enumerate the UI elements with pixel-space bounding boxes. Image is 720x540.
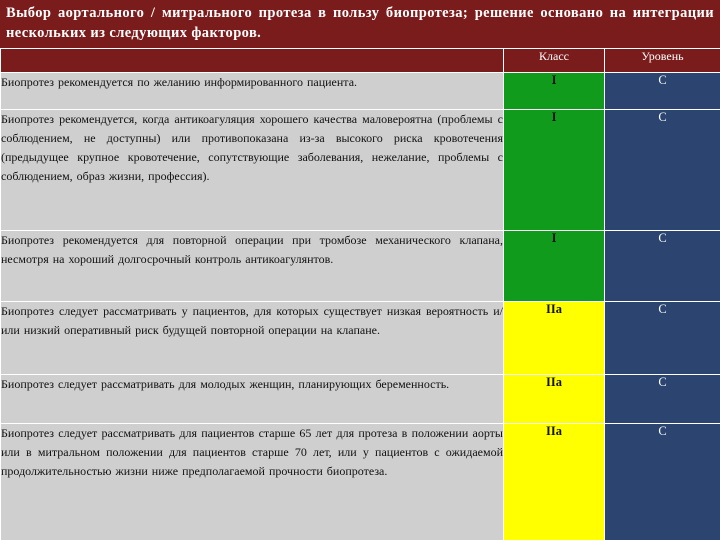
header-class: Класс [504,49,605,73]
table-row [1,110,720,231]
table-row [1,424,720,540]
class-cell: IIa [504,302,605,375]
header-blank-cell [1,49,504,73]
level-cell: C [605,73,720,110]
level-cell: C [605,424,720,540]
recommendation-text: Биопротез следует рассматривать у пациентов, для которых существует низкая вероятность и/или низкий оперативный риск будущей повторной операции на клапане. [1,302,504,375]
level-cell: C [605,375,720,424]
header-level: Уровень [605,49,720,73]
class-cell: I [504,231,605,302]
recommendations-table [0,48,720,540]
table-row [1,302,720,375]
table-row [1,231,720,302]
class-cell: IIa [504,424,605,540]
recommendation-text: Биопротез следует рассматривать для молодых женщин, планирующих беременность. [1,375,504,424]
level-cell: C [605,231,720,302]
table-row [1,375,720,424]
level-cell: C [605,302,720,375]
class-cell: IIa [504,375,605,424]
table-header-row [1,49,720,73]
page-title: Выбор аортального / митрального протеза в пользу биопротеза; решение основано на интеграции нескольких из следующих факторов. [0,0,720,48]
level-cell: C [605,110,720,231]
recommendation-text: Биопротез следует рассматривать для пациентов старше 65 лет для протеза в положении аорты или в митральном положении для пациентов старше 70 лет, или у пациентов с ожидаемой продолжительностью жизни ниже предполагаемой прочности биопротеза. [1,424,504,540]
table-row [1,73,720,110]
class-cell: I [504,73,605,110]
recommendation-text: Биопротез рекомендуется, когда антикоагуляция хорошего качества маловероятна (проблемы с соблюдением, не доступны) или противопоказана из-за высокого риска кровотечения (предыдущее крупное кровотечение, сопутствующие заболевания, нежелание, проблемы с соблюдением, образ жизни, профессия). [1,110,504,231]
recommendation-text: Биопротез рекомендуется для повторной операции при тромбозе механического клапана, несмотря на хороший долгосрочный контроль антикоагулянтов. [1,231,504,302]
class-cell: I [504,110,605,231]
recommendation-text: Биопротез рекомендуется по желанию информированного пациента. [1,73,504,110]
